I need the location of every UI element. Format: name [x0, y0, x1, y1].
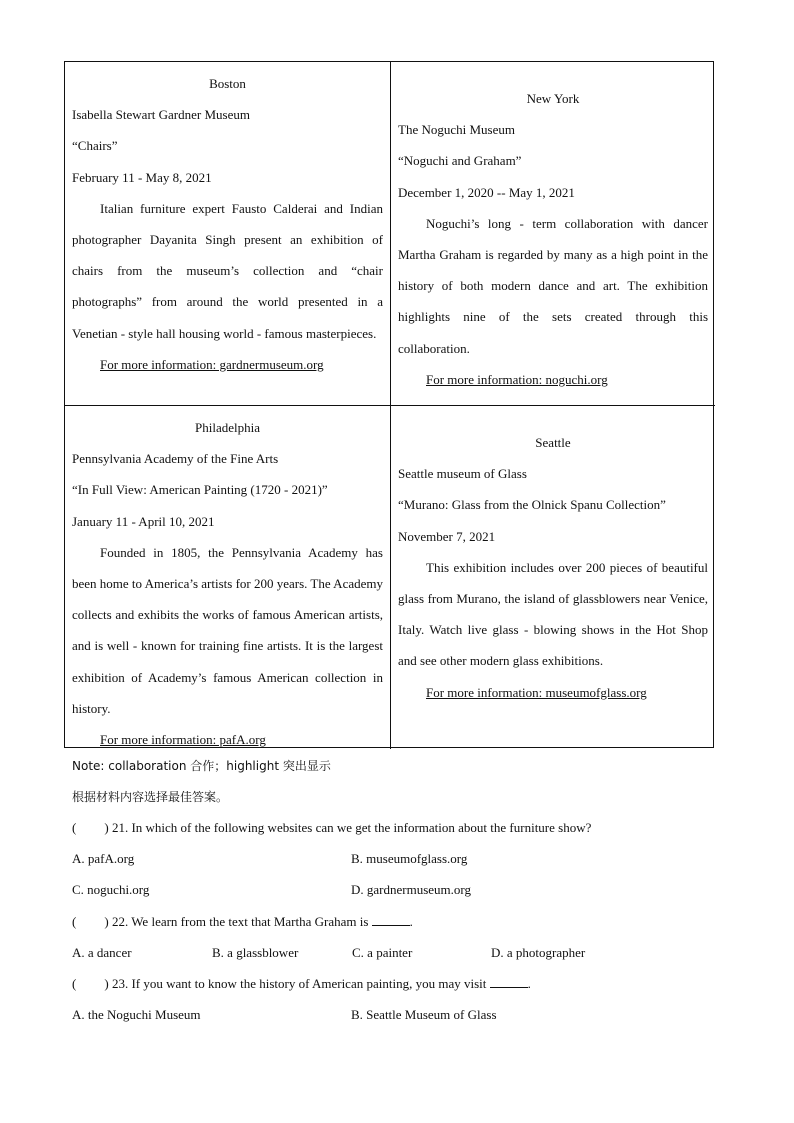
option-d[interactable]: D. gardnermuseum.org	[351, 882, 471, 897]
exhibit-dates: December 1, 2020 -- May 1, 2021	[398, 184, 575, 200]
question-stem-end: .	[527, 976, 531, 991]
exhibit-title: “Chairs”	[72, 138, 118, 154]
exhibit-city: Boston	[209, 76, 246, 91]
question-22	[72, 912, 413, 932]
answer-paren-open: (	[72, 820, 77, 835]
option-b[interactable]: B. a glassblower	[212, 945, 299, 960]
answer-paren-open: (	[72, 976, 77, 991]
exhibit-description: Founded in 1805, the Pennsylvania Academy has been home to America’s artists for 200 years. The Academy collects and exhibits the works of famous American artists, and is well - known for training fine artists. It is the largest exhibition of Academy’s famous American collection in history.	[72, 544, 383, 716]
fill-in-blank[interactable]	[372, 913, 410, 926]
answer-paren-close: )	[104, 976, 109, 991]
question-stem: 21. In which of the following websites can we get the information about the furniture show?	[111, 820, 592, 835]
exhibit-info-link[interactable]: For more information: museumofglass.org	[426, 684, 647, 700]
answer-paren-close: )	[104, 914, 109, 929]
option-a[interactable]: A. a dancer	[72, 945, 132, 960]
exhibit-museum: Seattle museum of Glass	[398, 466, 527, 482]
option-a[interactable]: A. pafA.org	[72, 851, 135, 866]
question-stem: 23. If you want to know the history of American painting, you may visit	[111, 976, 487, 991]
question-21	[72, 818, 591, 838]
exhibit-title: “Murano: Glass from the Olnick Spanu Collection”	[398, 497, 666, 513]
option-a[interactable]: A. the Noguchi Museum	[72, 1007, 201, 1022]
exhibit-dates: November 7, 2021	[398, 528, 496, 544]
exhibit-city: Philadelphia	[195, 420, 260, 435]
question-stem: 22. We learn from the text that Martha Graham is	[111, 914, 369, 929]
exhibit-dates: January 11 - April 10, 2021	[72, 513, 215, 529]
exhibition-table	[64, 61, 714, 748]
exhibit-description: This exhibition includes over 200 pieces of beautiful glass from Murano, the island of glassblowers near Venice, Italy. Watch live glass - blowing shows in the Hot Shop and see other modern glass exhibitions.	[398, 559, 708, 669]
exhibit-description: Italian furniture expert Fausto Calderai and Indian photographer Dayanita Singh present an exhibition of chairs from the museum’s collection and “chair photographs” from around the world presented in a Venetian - style hall housing world - famous masterpieces.	[72, 200, 383, 341]
exhibit-museum: Isabella Stewart Gardner Museum	[72, 107, 250, 123]
vocabulary-note: Note: collaboration 合作；highlight 突出显示	[72, 759, 331, 773]
exhibit-title: “Noguchi and Graham”	[398, 153, 522, 169]
exhibit-info-link[interactable]: For more information: gardnermuseum.org	[100, 356, 324, 372]
exhibit-dates: February 11 - May 8, 2021	[72, 169, 212, 185]
exhibit-museum: The Noguchi Museum	[398, 122, 515, 138]
option-b[interactable]: B. Seattle Museum of Glass	[351, 1007, 497, 1022]
option-c[interactable]: C. noguchi.org	[72, 882, 150, 897]
answer-paren-open: (	[72, 914, 77, 929]
exhibit-museum: Pennsylvania Academy of the Fine Arts	[72, 451, 279, 467]
exhibit-info-link[interactable]: For more information: noguchi.org	[426, 371, 608, 387]
exhibit-city: Seattle	[535, 435, 571, 450]
exhibit-cell-new-york	[390, 62, 715, 405]
option-d[interactable]: D. a photographer	[491, 945, 586, 960]
question-23	[72, 974, 531, 994]
exhibit-cell-boston	[65, 62, 390, 405]
exhibit-description: Noguchi’s long - term collaboration with dancer Martha Graham is regarded by many as a high point in the history of both modern dance and art. The exhibition highlights nine of the sets created through this collaboration.	[398, 215, 708, 356]
exhibit-city: New York	[526, 91, 580, 106]
exhibit-cell-seattle	[390, 405, 715, 749]
exhibit-info-link[interactable]: For more information: pafA.org	[100, 732, 266, 748]
option-b[interactable]: B. museumofglass.org	[351, 851, 468, 866]
instruction: 根据材料内容选择最佳答案。	[72, 790, 229, 804]
question-stem-end: .	[409, 914, 413, 929]
fill-in-blank[interactable]	[490, 975, 528, 988]
exhibit-cell-philadelphia	[65, 405, 390, 749]
exhibit-title: “In Full View: American Painting (1720 - 2021)”	[72, 482, 328, 498]
answer-paren-close: )	[104, 820, 109, 835]
option-c[interactable]: C. a painter	[352, 945, 413, 960]
